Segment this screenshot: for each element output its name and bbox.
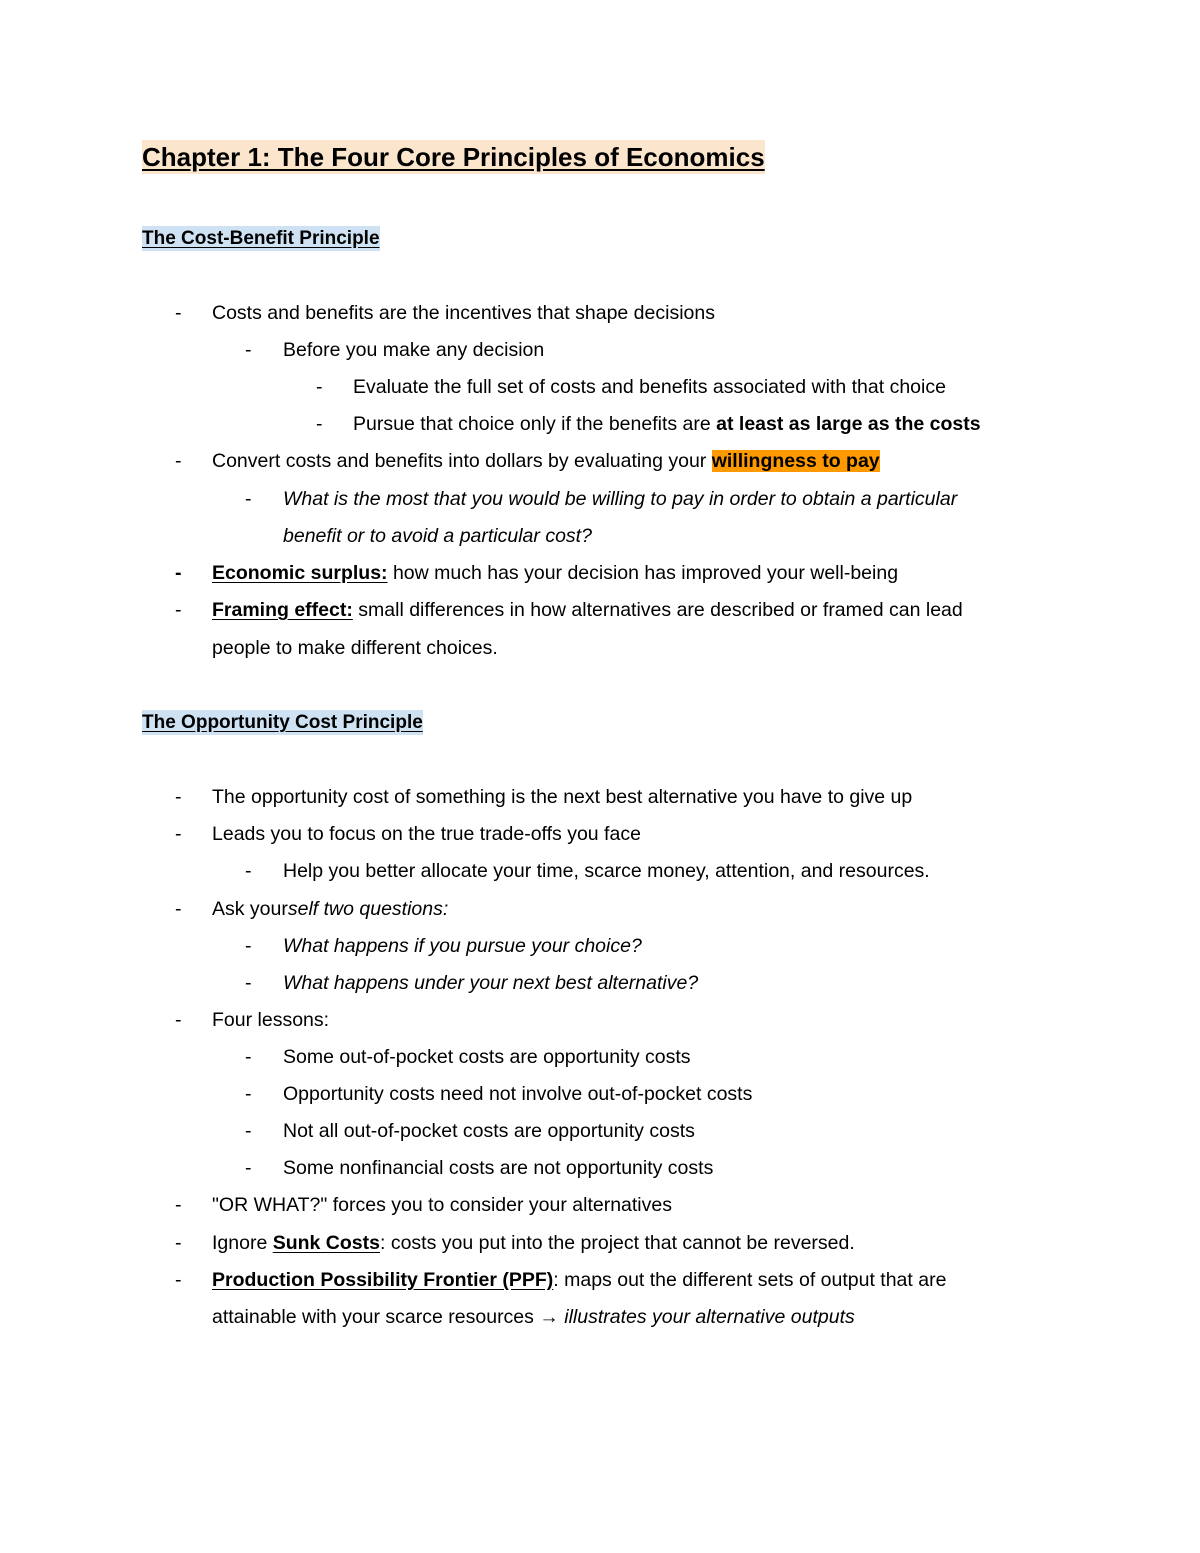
list-item bbox=[212, 448, 880, 474]
bullet-dash: - bbox=[175, 823, 182, 845]
page-title: Chapter 1: The Four Core Principles of Economics bbox=[142, 142, 765, 172]
term-economic-surplus: Economic surplus: bbox=[212, 562, 388, 584]
list-item-text: Pursue that choice only if the benefits are bbox=[353, 413, 717, 435]
term-ppf: Production Possibility Frontier (PPF) bbox=[212, 1269, 554, 1291]
bullet-dash: - bbox=[175, 1232, 182, 1254]
list-item bbox=[212, 1230, 855, 1256]
list-item: Leads you to focus on the true trade-offs you face bbox=[212, 823, 641, 845]
list-item: "OR WHAT?" forces you to consider your alternatives bbox=[212, 1194, 672, 1216]
list-item bbox=[212, 896, 448, 922]
list-item-text-italic: illustrates your alternative outputs bbox=[564, 1306, 855, 1328]
bullet-dash: - bbox=[175, 1269, 182, 1291]
highlighted-term: willingness to pay bbox=[711, 450, 880, 472]
list-item bbox=[212, 1267, 946, 1293]
bullet-dash: - bbox=[245, 860, 252, 882]
list-item: Four lessons: bbox=[212, 1009, 330, 1031]
list-item bbox=[212, 597, 963, 623]
list-item: What happens if you pursue your choice? bbox=[283, 935, 642, 957]
bullet-dash: - bbox=[245, 1120, 252, 1142]
bullet-dash: - bbox=[245, 1083, 252, 1105]
bullet-dash: - bbox=[175, 562, 182, 584]
list-item: Help you better allocate your time, scarce money, attention, and resources. bbox=[283, 860, 930, 882]
list-item: Opportunity costs need not involve out-of-pocket costs bbox=[283, 1083, 753, 1105]
bullet-dash: - bbox=[175, 302, 182, 324]
list-item: Not all out-of-pocket costs are opportunity costs bbox=[283, 1120, 695, 1142]
definition-text: : costs you put into the project that cannot be reversed. bbox=[380, 1232, 855, 1254]
term-sunk-costs: Sunk Costs bbox=[272, 1232, 380, 1254]
bullet-dash: - bbox=[245, 339, 252, 361]
bullet-dash: - bbox=[245, 1157, 252, 1179]
list-item-text: Ignore bbox=[212, 1232, 273, 1254]
bullet-dash: - bbox=[175, 1009, 182, 1031]
definition-text: : maps out the different sets of output that are bbox=[553, 1269, 947, 1291]
term-framing-effect: Framing effect: bbox=[212, 599, 353, 621]
bullet-dash: - bbox=[316, 413, 323, 435]
bullet-dash: - bbox=[245, 935, 252, 957]
list-item: Costs and benefits are the incentives that shape decisions bbox=[212, 302, 715, 324]
bullet-dash: - bbox=[245, 972, 252, 994]
list-item: What is the most that you would be willing to pay in order to obtain a particular bbox=[283, 488, 958, 510]
definition-text: how much has your decision has improved your well-being bbox=[387, 562, 899, 584]
bullet-dash: - bbox=[175, 786, 182, 808]
bullet-dash: - bbox=[245, 1046, 252, 1068]
definition-text: small differences in how alternatives are described or framed can lead bbox=[352, 599, 963, 621]
list-item-text: Ask your bbox=[212, 898, 288, 920]
bullet-dash: - bbox=[175, 1194, 182, 1216]
list-item: What happens under your next best alternative? bbox=[283, 972, 699, 994]
list-item bbox=[212, 560, 898, 586]
bullet-dash: - bbox=[175, 599, 182, 621]
emphasis-text: at least as large as the costs bbox=[716, 413, 981, 435]
list-item-text: attainable with your scarce resources → bbox=[212, 1306, 565, 1328]
list-item bbox=[353, 411, 981, 437]
list-item: Some out-of-pocket costs are opportunity costs bbox=[283, 1046, 691, 1068]
bullet-dash: - bbox=[175, 898, 182, 920]
bullet-dash: - bbox=[245, 488, 252, 510]
bullet-dash: - bbox=[175, 450, 182, 472]
list-item: The opportunity cost of something is the next best alternative you have to give up bbox=[212, 786, 913, 808]
section-heading-cost-benefit: The Cost-Benefit Principle bbox=[142, 228, 380, 249]
bullet-dash: - bbox=[316, 376, 323, 398]
list-item-continuation: people to make different choices. bbox=[212, 637, 498, 659]
list-item-text: Convert costs and benefits into dollars by evaluating your bbox=[212, 450, 712, 472]
list-item: Some nonfinancial costs are not opportunity costs bbox=[283, 1157, 714, 1179]
list-item: Evaluate the full set of costs and benefits associated with that choice bbox=[353, 376, 946, 398]
section-heading-opportunity-cost: The Opportunity Cost Principle bbox=[142, 712, 423, 733]
list-item-text-italic: self two questions: bbox=[287, 898, 449, 920]
list-item-continuation: benefit or to avoid a particular cost? bbox=[283, 525, 592, 547]
list-item: Before you make any decision bbox=[283, 339, 545, 361]
list-item-continuation bbox=[212, 1304, 855, 1330]
